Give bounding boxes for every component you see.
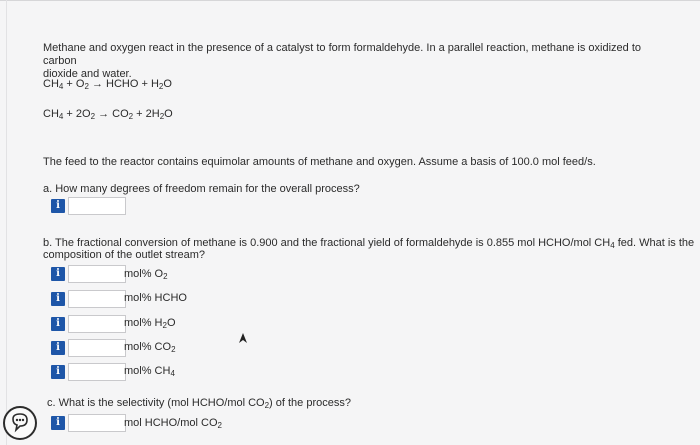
part-b-o2-info-icon[interactable]: i — [51, 267, 65, 281]
arrow-icon: → — [95, 108, 113, 120]
part-c-info-icon[interactable]: i — [51, 416, 65, 430]
part-c-unit: mol HCHO/mol $CO_2$ — [124, 417, 222, 430]
mouse-cursor-icon — [238, 332, 248, 344]
part-b-hcho-input[interactable] — [68, 290, 126, 308]
part-a-answer-input[interactable] — [68, 197, 126, 215]
arrow-icon: → — [88, 78, 107, 90]
part-b-co2-unit: mol% $CO_2$ — [124, 341, 176, 354]
reaction-1: $CH_4 + O_2$ → HCHO + $H_2O$ — [43, 78, 172, 91]
intro-line-2: dioxide and water. — [43, 68, 132, 80]
part-a-question: a. How many degrees of freedom remain for the overall process? — [43, 183, 360, 195]
top-divider — [0, 0, 700, 1]
part-b-question-line-2: composition of the outlet stream? — [43, 249, 206, 261]
part-b-question-line-1: b. The fractional conversion of methane is 0.900 and the fractional yield of formaldehyde is 0.855 mol HCHO/mol $CH_4$ fed. What is the — [43, 237, 695, 250]
reaction-2: $CH_4 + 2O_2 \to CO_2 + 2H_2O$ — [43, 108, 173, 121]
part-b-h2o-input[interactable] — [68, 315, 126, 333]
part-b-o2-input[interactable] — [68, 265, 126, 283]
part-b-ch4-unit: mol% $CH_4$ — [124, 365, 175, 378]
problem-intro — [43, 42, 653, 81]
part-b-co2-info-icon[interactable]: i — [51, 341, 65, 355]
part-b-co2-input[interactable] — [68, 339, 126, 357]
part-c-question: c. What is the selectivity (mol HCHO/mol $CO_2$) of the process? — [47, 397, 351, 410]
part-b-h2o-unit: mol% $H_2O$ — [124, 317, 176, 330]
part-b-ch4-info-icon[interactable]: i — [51, 365, 65, 379]
part-b-hcho-info-icon[interactable]: i — [51, 292, 65, 306]
part-b-hcho-unit: mol% HCHO — [124, 292, 187, 304]
feed-statement: The feed to the reactor contains equimolar amounts of methane and oxygen. Assume a basis of 100.0 mol feed/s. — [43, 156, 596, 168]
part-a-info-icon[interactable]: i — [51, 199, 65, 213]
intro-line-1: Methane and oxygen react in the presence of a catalyst to form formaldehyde. In a parallel reaction, methane is oxidized to carbon — [43, 42, 642, 67]
assistant-bubble-icon[interactable] — [3, 406, 37, 440]
part-b-h2o-info-icon[interactable]: i — [51, 317, 65, 331]
left-divider — [6, 0, 7, 445]
part-c-answer-input[interactable] — [68, 414, 126, 432]
part-b-ch4-input[interactable] — [68, 363, 126, 381]
part-b-o2-unit: mol% $O_2$ — [124, 268, 168, 281]
